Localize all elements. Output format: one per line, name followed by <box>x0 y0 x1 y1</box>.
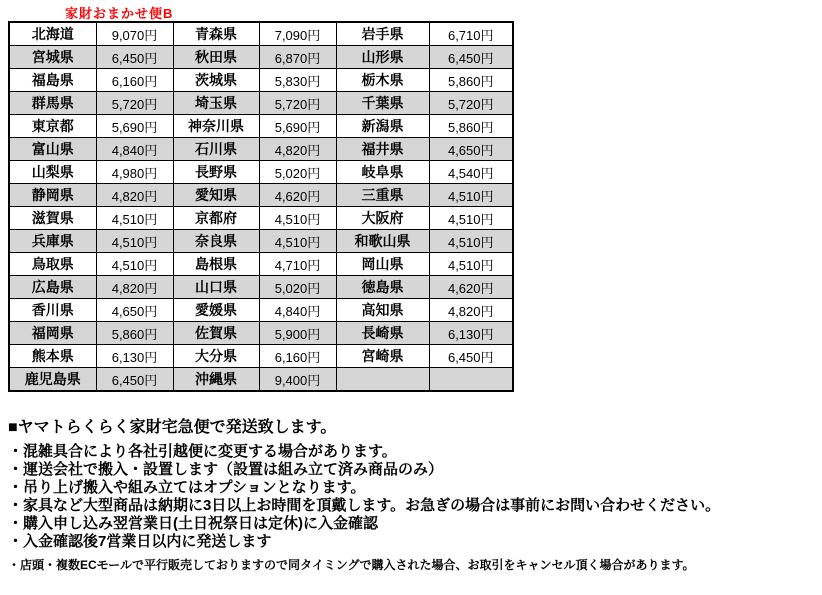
price-cell: 6,450円 <box>429 345 513 368</box>
prefecture-cell <box>336 368 429 392</box>
prefecture-cell: 愛知県 <box>173 184 259 207</box>
price-cell: 5,860円 <box>96 322 173 345</box>
prefecture-cell: 三重県 <box>336 184 429 207</box>
prefecture-cell: 大阪府 <box>336 207 429 230</box>
price-cell: 5,860円 <box>429 69 513 92</box>
note-line: ・運送会社で搬入・設置します（設置は組み立て済み商品のみ） <box>8 461 444 478</box>
price-cell: 4,820円 <box>96 276 173 299</box>
price-cell: 5,830円 <box>259 69 336 92</box>
prefecture-cell: 福岡県 <box>9 322 96 345</box>
parallel-sale-note: ・店頭・複数ECモールで平行販売しておりますので同タイミングで購入された場合、お取引をキャンセル頂く場合があります。 <box>8 558 695 572</box>
table-row <box>9 161 513 184</box>
table-row <box>9 69 513 92</box>
note-line: ・吊り上げ搬入や組み立てはオプションとなります。 <box>8 479 366 496</box>
prefecture-cell: 福島県 <box>9 69 96 92</box>
prefecture-cell: 岐阜県 <box>336 161 429 184</box>
price-cell: 4,840円 <box>96 138 173 161</box>
prefecture-cell: 千葉県 <box>336 92 429 115</box>
prefecture-cell: 鳥取県 <box>9 253 96 276</box>
note-line: ・家具など大型商品は納期に3日以上お時間を頂戴します。お急ぎの場合は事前にお問い合わせください。 <box>8 497 721 514</box>
prefecture-cell: 佐賀県 <box>173 322 259 345</box>
prefecture-cell: 岡山県 <box>336 253 429 276</box>
table-row <box>9 115 513 138</box>
price-cell: 6,870円 <box>259 46 336 69</box>
prefecture-cell: 広島県 <box>9 276 96 299</box>
prefecture-cell: 栃木県 <box>336 69 429 92</box>
price-cell <box>429 368 513 392</box>
prefecture-cell: 滋賀県 <box>9 207 96 230</box>
price-cell: 6,450円 <box>96 46 173 69</box>
price-cell: 4,820円 <box>259 138 336 161</box>
price-cell: 7,090円 <box>259 22 336 46</box>
prefecture-cell: 熊本県 <box>9 345 96 368</box>
notes-list <box>8 443 720 551</box>
prefecture-cell: 愛媛県 <box>173 299 259 322</box>
price-cell: 6,160円 <box>259 345 336 368</box>
table-row <box>9 207 513 230</box>
prefecture-cell: 宮城県 <box>9 46 96 69</box>
prefecture-cell: 福井県 <box>336 138 429 161</box>
price-cell: 5,860円 <box>429 115 513 138</box>
price-cell: 4,650円 <box>96 299 173 322</box>
price-cell: 4,510円 <box>96 253 173 276</box>
note-line: ・購入申し込み翌営業日(土日祝祭日は定休)に入金確認 <box>8 515 378 532</box>
prefecture-cell: 島根県 <box>173 253 259 276</box>
price-cell: 4,510円 <box>96 207 173 230</box>
prefecture-cell: 秋田県 <box>173 46 259 69</box>
price-cell: 5,720円 <box>429 92 513 115</box>
price-cell: 4,620円 <box>429 276 513 299</box>
price-cell: 4,820円 <box>96 184 173 207</box>
table-row <box>9 230 513 253</box>
price-cell: 5,690円 <box>96 115 173 138</box>
prefecture-cell: 鹿児島県 <box>9 368 96 392</box>
price-cell: 4,510円 <box>429 207 513 230</box>
table-row <box>9 276 513 299</box>
prefecture-cell: 石川県 <box>173 138 259 161</box>
prefecture-cell: 茨城県 <box>173 69 259 92</box>
price-cell: 4,650円 <box>429 138 513 161</box>
price-cell: 4,510円 <box>259 230 336 253</box>
price-cell: 5,900円 <box>259 322 336 345</box>
table-row <box>9 92 513 115</box>
price-cell: 6,450円 <box>96 368 173 392</box>
prefecture-cell: 山口県 <box>173 276 259 299</box>
price-cell: 4,540円 <box>429 161 513 184</box>
price-cell: 4,510円 <box>429 253 513 276</box>
price-cell: 6,710円 <box>429 22 513 46</box>
prefecture-cell: 富山県 <box>9 138 96 161</box>
note-line: ・混雑具合により各社引越便に変更する場合があります。 <box>8 443 397 460</box>
price-cell: 9,070円 <box>96 22 173 46</box>
prefecture-cell: 東京都 <box>9 115 96 138</box>
prefecture-cell: 京都府 <box>173 207 259 230</box>
price-cell: 6,130円 <box>96 345 173 368</box>
prefecture-cell: 埼玉県 <box>173 92 259 115</box>
price-cell: 4,510円 <box>429 184 513 207</box>
prefecture-cell: 新潟県 <box>336 115 429 138</box>
price-cell: 9,400円 <box>259 368 336 392</box>
prefecture-cell: 長野県 <box>173 161 259 184</box>
price-cell: 6,450円 <box>429 46 513 69</box>
shipping-plan-title: 家財おまかせ便B <box>65 6 174 21</box>
table-row <box>9 253 513 276</box>
prefecture-cell: 神奈川県 <box>173 115 259 138</box>
price-cell: 4,840円 <box>259 299 336 322</box>
price-cell: 4,510円 <box>259 207 336 230</box>
prefecture-cell: 青森県 <box>173 22 259 46</box>
table-row <box>9 46 513 69</box>
prefecture-cell: 香川県 <box>9 299 96 322</box>
notes-heading: ■ヤマトらくらく家財宅急便で発送致します。 <box>8 419 337 436</box>
price-cell: 5,690円 <box>259 115 336 138</box>
fee-table-body <box>9 22 513 391</box>
table-row <box>9 22 513 46</box>
prefecture-cell: 長崎県 <box>336 322 429 345</box>
prefecture-cell: 和歌山県 <box>336 230 429 253</box>
price-cell: 5,020円 <box>259 161 336 184</box>
price-cell: 5,720円 <box>259 92 336 115</box>
prefecture-cell: 群馬県 <box>9 92 96 115</box>
prefecture-cell: 北海道 <box>9 22 96 46</box>
price-cell: 4,710円 <box>259 253 336 276</box>
price-cell: 5,720円 <box>96 92 173 115</box>
table-row <box>9 299 513 322</box>
table-row <box>9 322 513 345</box>
prefecture-cell: 兵庫県 <box>9 230 96 253</box>
table-row <box>9 345 513 368</box>
prefecture-cell: 山形県 <box>336 46 429 69</box>
price-cell: 4,620円 <box>259 184 336 207</box>
prefecture-cell: 宮崎県 <box>336 345 429 368</box>
prefecture-cell: 山梨県 <box>9 161 96 184</box>
price-cell: 4,510円 <box>429 230 513 253</box>
note-line: ・入金確認後7営業日以内に発送します <box>8 533 272 550</box>
prefecture-cell: 徳島県 <box>336 276 429 299</box>
prefecture-cell: 奈良県 <box>173 230 259 253</box>
table-row <box>9 138 513 161</box>
prefecture-cell: 沖縄県 <box>173 368 259 392</box>
prefecture-cell: 岩手県 <box>336 22 429 46</box>
prefecture-cell: 静岡県 <box>9 184 96 207</box>
price-cell: 4,510円 <box>96 230 173 253</box>
price-cell: 4,980円 <box>96 161 173 184</box>
table-row <box>9 184 513 207</box>
price-cell: 6,160円 <box>96 69 173 92</box>
shipping-fee-table <box>8 21 514 392</box>
table-row <box>9 368 513 392</box>
prefecture-cell: 大分県 <box>173 345 259 368</box>
price-cell: 5,020円 <box>259 276 336 299</box>
price-cell: 4,820円 <box>429 299 513 322</box>
prefecture-cell: 高知県 <box>336 299 429 322</box>
price-cell: 6,130円 <box>429 322 513 345</box>
